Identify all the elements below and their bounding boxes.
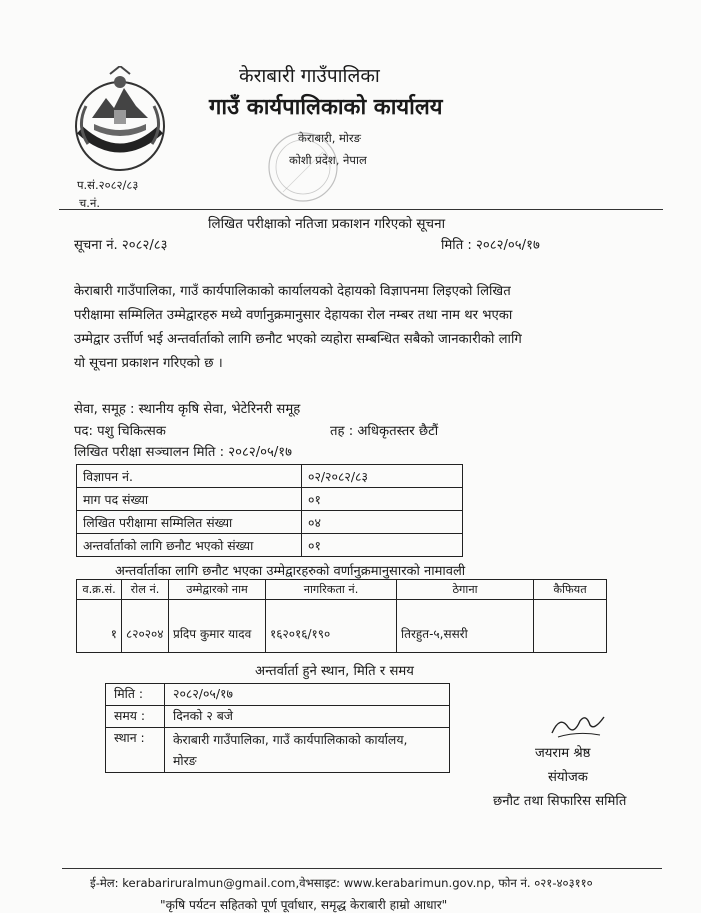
header-divider xyxy=(59,209,663,210)
table-row xyxy=(77,488,463,511)
cell-remarks xyxy=(534,600,607,653)
footer-slogan: "कृषि पर्यटन सहितको पूर्ण पूर्वाधार, समृद्ध केराबारी हाम्रो आधार" xyxy=(160,898,448,912)
cell-name: प्रदिप कुमार यादव xyxy=(169,600,266,653)
service-group: सेवा, समूह : स्थानीय कृषि सेवा, भेटेरिनरी समूह xyxy=(74,402,301,417)
cell-address: तिरहुत-५,ससरी xyxy=(397,600,534,653)
notice-number: सूचना नं. २०८२/८३ xyxy=(74,238,168,253)
signatory-name: जयराम श्रेष्ठ xyxy=(535,746,591,761)
cell-citizenship: १६२०१६/१९० xyxy=(266,600,397,653)
exam-date: लिखित परीक्षा सञ्चालन मिति : २०८२/०५/१७ xyxy=(74,445,293,460)
interview-title: अन्तर्वार्ता हुने स्थान, मिति र समय xyxy=(255,664,414,679)
notice-body-line: केराबारी गाउँपालिका, गाउँ कार्यपालिकाको कार्यालयको देहायको विज्ञापनमा लिइएको लिखित xyxy=(74,284,511,299)
interview-time-label: समय : xyxy=(106,706,165,728)
table-row xyxy=(77,465,463,488)
notice-body-line: उम्मेद्वार उर्त्तीर्ण भई अन्तर्वार्ताको लागि छनौट भएको व्यहोरा सम्बन्धित सबैको जानकारीको लागि xyxy=(74,332,522,347)
post-level: तह : अधिकृतस्तर छैटौं xyxy=(330,424,439,439)
interview-place-label: स्थान : xyxy=(106,728,165,773)
notice-title: लिखित परीक्षाको नतिजा प्रकाशन गरिएको सूचना xyxy=(208,216,446,232)
cell-roll: ८२०२०४ xyxy=(122,600,169,653)
col-remarks: कैफियत xyxy=(534,580,607,600)
table-row xyxy=(77,534,463,557)
address-line1: केराबारी, मोरङ xyxy=(298,131,361,145)
dispatch-number: च.नं. xyxy=(79,196,100,210)
interview-place-line: मोरङ xyxy=(173,753,197,768)
table-row xyxy=(106,728,450,773)
candidate-list-title: अन्तर्वार्ताका लागि छनौट भएका उम्मेद्वारहरुको वर्णानुक्रमानुसारको नामावली xyxy=(115,564,466,579)
info-label: विज्ञापन नं. xyxy=(77,465,302,488)
interview-place-value xyxy=(165,728,450,773)
notice-body-line: यो सूचना प्रकाशन गरिएको छ । xyxy=(74,356,223,371)
footer-contact: ई-मेल: kerabariruralmun@gmail.com,वेभसाइट: www.kerabarimun.gov.np, फोन नं. ०२१-४०३११० xyxy=(90,876,593,890)
post-name: पद: पशु चिकित्सक xyxy=(74,424,166,439)
table-row xyxy=(77,600,607,653)
info-label: माग पद संख्या xyxy=(77,488,302,511)
info-value: ०२/२०८२/८३ xyxy=(302,465,463,488)
interview-date-label: मिति : xyxy=(106,684,165,706)
info-label: अन्तर्वार्ताको लागि छनौट भएको संख्या xyxy=(77,534,302,557)
col-roll: रोल नं. xyxy=(122,580,169,600)
interview-table xyxy=(105,683,450,773)
info-label: लिखित परीक्षामा सम्मिलित संख्या xyxy=(77,511,302,534)
col-serial: व.क्र.सं. xyxy=(77,580,122,600)
table-row xyxy=(77,511,463,534)
committee-name: छनौट तथा सिफारिस समिति xyxy=(493,794,627,809)
interview-place-line: केराबारी गाउँपालिका, गाउँ कार्यपालिकाको कार्यालय, xyxy=(173,732,408,747)
info-value: ०४ xyxy=(302,511,463,534)
handwritten-signature xyxy=(548,709,608,741)
cell-serial: १ xyxy=(77,600,122,653)
reference-number: प.सं.२०८२/८३ xyxy=(77,178,139,192)
candidate-table xyxy=(76,579,607,653)
address-line2: कोशी प्रदेश, नेपाल xyxy=(289,153,367,167)
table-row xyxy=(106,684,450,706)
col-name: उम्मेद्वारको नाम xyxy=(169,580,266,600)
interview-time-value: दिनको २ बजे xyxy=(165,706,450,728)
footer-divider xyxy=(62,868,662,869)
info-value: ०१ xyxy=(302,534,463,557)
office-stamp xyxy=(243,112,373,217)
interview-date-value: २०८२/०५/१७ xyxy=(165,684,450,706)
col-citizenship: नागरिकता नं. xyxy=(266,580,397,600)
signatory-role: संयोजक xyxy=(548,770,588,785)
col-address: ठेगाना xyxy=(397,580,534,600)
table-row xyxy=(106,706,450,728)
notice-date: मिति : २०८२/०५/१७ xyxy=(441,238,540,253)
office-name: गाउँ कार्यपालिकाको कार्यालय xyxy=(209,95,443,120)
advertisement-info-table xyxy=(76,464,463,557)
nepal-emblem-logo xyxy=(64,66,176,178)
notice-body-line: परीक्षामा सम्मिलित उम्मेद्वारहरु मध्ये वर्णानुक्रमानुसार देहायका रोल नम्बर तथा नाम थर भएका xyxy=(74,308,513,323)
municipality-name: केराबारी गाउँपालिका xyxy=(239,65,380,87)
table-header-row xyxy=(77,580,607,600)
info-value: ०१ xyxy=(302,488,463,511)
